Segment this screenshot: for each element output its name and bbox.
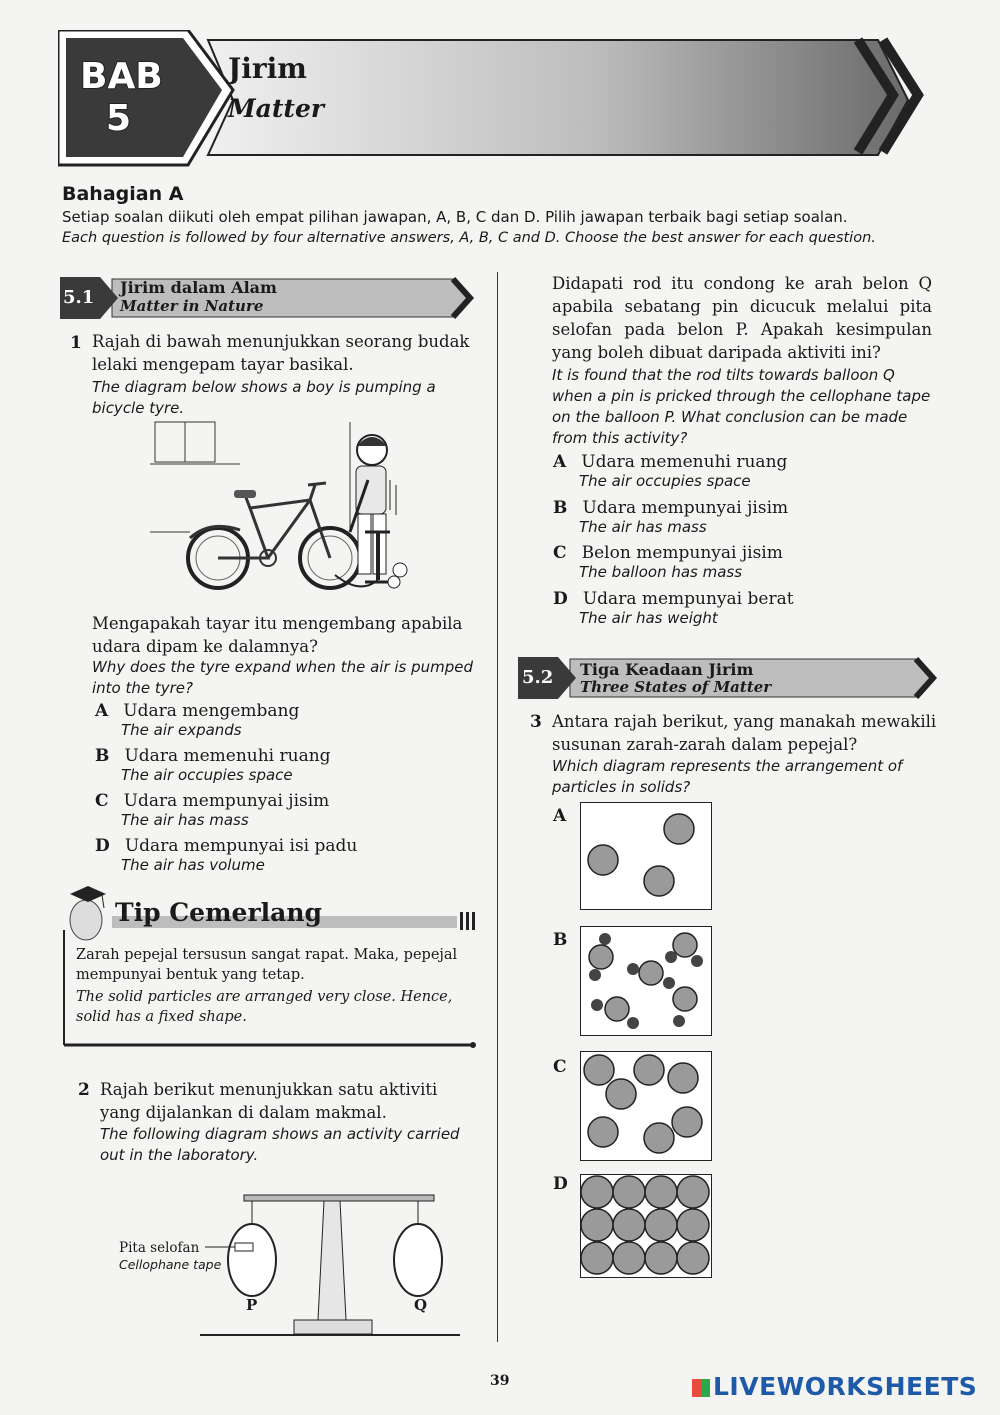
page-number: 39 <box>490 1373 510 1389</box>
q2-option-d[interactable] <box>553 589 794 627</box>
particle <box>645 1242 677 1274</box>
option-text-ms: Belon mempunyai jisim <box>581 543 783 563</box>
option-text-en: The air has mass <box>121 811 249 829</box>
option-text-en: The air has weight <box>579 609 718 627</box>
q1-option-d[interactable] <box>95 836 357 874</box>
option-letter: D <box>95 836 110 856</box>
option-text-ms: Udara mempunyai jisim <box>582 498 789 518</box>
tip-body-en: The solid particles are arranged very close. Hence, solid has a fixed shape. <box>76 989 453 1025</box>
q1-option-a[interactable] <box>95 701 299 739</box>
q2-option-c[interactable] <box>553 543 783 581</box>
q3-choice-c-diagram[interactable] <box>580 1051 712 1161</box>
subsection-title-ms-5-2: Tiga Keadaan Jirim <box>580 660 754 679</box>
q1-option-b[interactable] <box>95 746 331 784</box>
q3-stem-en: Which diagram represents the arrangement of particles in solids? <box>552 757 903 796</box>
section-title: Bahagian A <box>62 183 184 205</box>
particle <box>613 1176 645 1208</box>
q3-choice-b-label: B <box>553 930 568 950</box>
particle <box>613 1209 645 1241</box>
chapter-banner <box>58 30 938 170</box>
particle <box>613 1242 645 1274</box>
option-letter: A <box>553 452 567 472</box>
bab-label: BAB <box>80 56 163 97</box>
q3-choice-c-label: C <box>553 1057 567 1077</box>
logo-icon <box>692 1379 710 1397</box>
option-text-ms: Udara mempunyai isi padu <box>124 836 358 856</box>
q3-choice-d-diagram[interactable] <box>580 1174 712 1278</box>
particle <box>677 1176 709 1208</box>
option-letter: B <box>95 746 110 766</box>
q3-choice-b-diagram[interactable] <box>580 926 712 1036</box>
q1-option-c[interactable] <box>95 791 329 829</box>
option-text-en: The air has mass <box>579 518 707 536</box>
particle <box>645 1176 677 1208</box>
q3-number: 3 <box>530 712 542 732</box>
particle <box>581 1209 613 1241</box>
chapter-title-ms: Jirim <box>228 52 307 85</box>
particle <box>581 1176 613 1208</box>
option-text-ms: Udara mempunyai berat <box>582 589 794 609</box>
q2-continued-en: It is found that the rod tilts towards balloon Q when a pin is pricked through the cellophane tape on the balloon P. What conclusion can be made from this activity? <box>552 366 931 447</box>
subsection-number-5-1: 5.1 <box>63 287 95 308</box>
q1-question-ms: Mengapakah tayar itu mengembang apabila udara dipam ke dalamnya? <box>92 614 463 656</box>
q3-choice-a-diagram[interactable] <box>580 802 712 910</box>
option-text-en: The air expands <box>121 721 242 739</box>
q3-stem-ms: Antara rajah berikut, yang manakah mewakili susunan zarah-zarah dalam pepejal? <box>552 712 937 754</box>
option-text-en: The air has volume <box>121 856 265 874</box>
q2-stem-ms: Rajah berikut menunjukkan satu aktiviti yang dijalankan di dalam makmal. <box>100 1080 438 1122</box>
q1-number: 1 <box>70 333 82 353</box>
q2-option-b[interactable] <box>553 498 788 536</box>
option-text-ms: Udara memenuhi ruang <box>581 452 788 472</box>
option-text-en: The balloon has mass <box>579 563 743 581</box>
option-text-en: The air occupies space <box>121 766 293 784</box>
subsection-number-5-2: 5.2 <box>522 667 554 688</box>
option-letter: C <box>553 543 567 563</box>
q1-stem-en: The diagram below shows a boy is pumping a bicycle tyre. <box>92 378 436 417</box>
label-cellophane-ms: Pita selofan <box>119 1240 200 1256</box>
boy-pumping-bicycle-illustration <box>150 420 420 600</box>
option-letter: A <box>95 701 109 721</box>
q2-stem-en: The following diagram shows an activity carried out in the laboratory. <box>100 1125 460 1164</box>
q2-number: 2 <box>78 1080 90 1100</box>
option-letter: B <box>553 498 568 518</box>
column-divider <box>497 272 498 1342</box>
label-balloon-p: P <box>246 1296 258 1314</box>
tip-title: Tip Cemerlang <box>115 898 322 927</box>
particle <box>677 1209 709 1241</box>
balloon-balance-diagram <box>200 1185 465 1340</box>
instruction-en: Each question is followed by four alternative answers, A, B, C and D. Choose the best answer for each question. <box>62 230 876 246</box>
subsection-title-en-5-1: Matter in Nature <box>120 297 264 315</box>
q2-continued-ms: Didapati rod itu condong ke arah belon Q apabila sebatang pin dicucuk melalui pita selofan pada belon P. Apakah kesimpulan yang boleh dibuat daripada aktiviti ini? <box>552 274 932 362</box>
subsection-title-en-5-2: Three States of Matter <box>580 678 772 696</box>
chapter-title-en: Matter <box>228 94 325 123</box>
tip-body-ms: Zarah pepejal tersusun sangat rapat. Maka, pepejal mempunyai bentuk yang tetap. <box>76 947 458 983</box>
option-text-ms: Udara mengembang <box>123 701 300 721</box>
option-letter: C <box>95 791 109 811</box>
bab-number: 5 <box>106 98 132 139</box>
option-text-en: The air occupies space <box>579 472 751 490</box>
particle <box>645 1209 677 1241</box>
liveworksheets-logo[interactable] <box>692 1372 977 1401</box>
q3-choice-a-label: A <box>553 806 567 826</box>
particle <box>677 1242 709 1274</box>
q2-option-a[interactable] <box>553 452 787 490</box>
label-balloon-q: Q <box>414 1296 428 1314</box>
particle <box>581 1242 613 1274</box>
q1-question-en: Why does the tyre expand when the air is pumped into the tyre? <box>92 658 474 697</box>
instruction-ms: Setiap soalan diikuti oleh empat pilihan jawapan, A, B, C dan D. Pilih jawapan terbaik bagi setiap soalan. <box>62 208 848 226</box>
subsection-title-ms-5-1: Jirim dalam Alam <box>120 278 277 297</box>
brand-text: LIVEWORKSHEETS <box>713 1372 978 1401</box>
q1-stem-ms: Rajah di bawah menunjukkan seorang budak lelaki mengepam tayar basikal. <box>92 332 470 374</box>
label-cellophane-en: Cellophane tape <box>119 1257 222 1272</box>
option-text-ms: Udara memenuhi ruang <box>124 746 331 766</box>
option-text-ms: Udara mempunyai jisim <box>123 791 330 811</box>
option-letter: D <box>553 589 568 609</box>
q3-choice-d-label: D <box>553 1174 568 1194</box>
